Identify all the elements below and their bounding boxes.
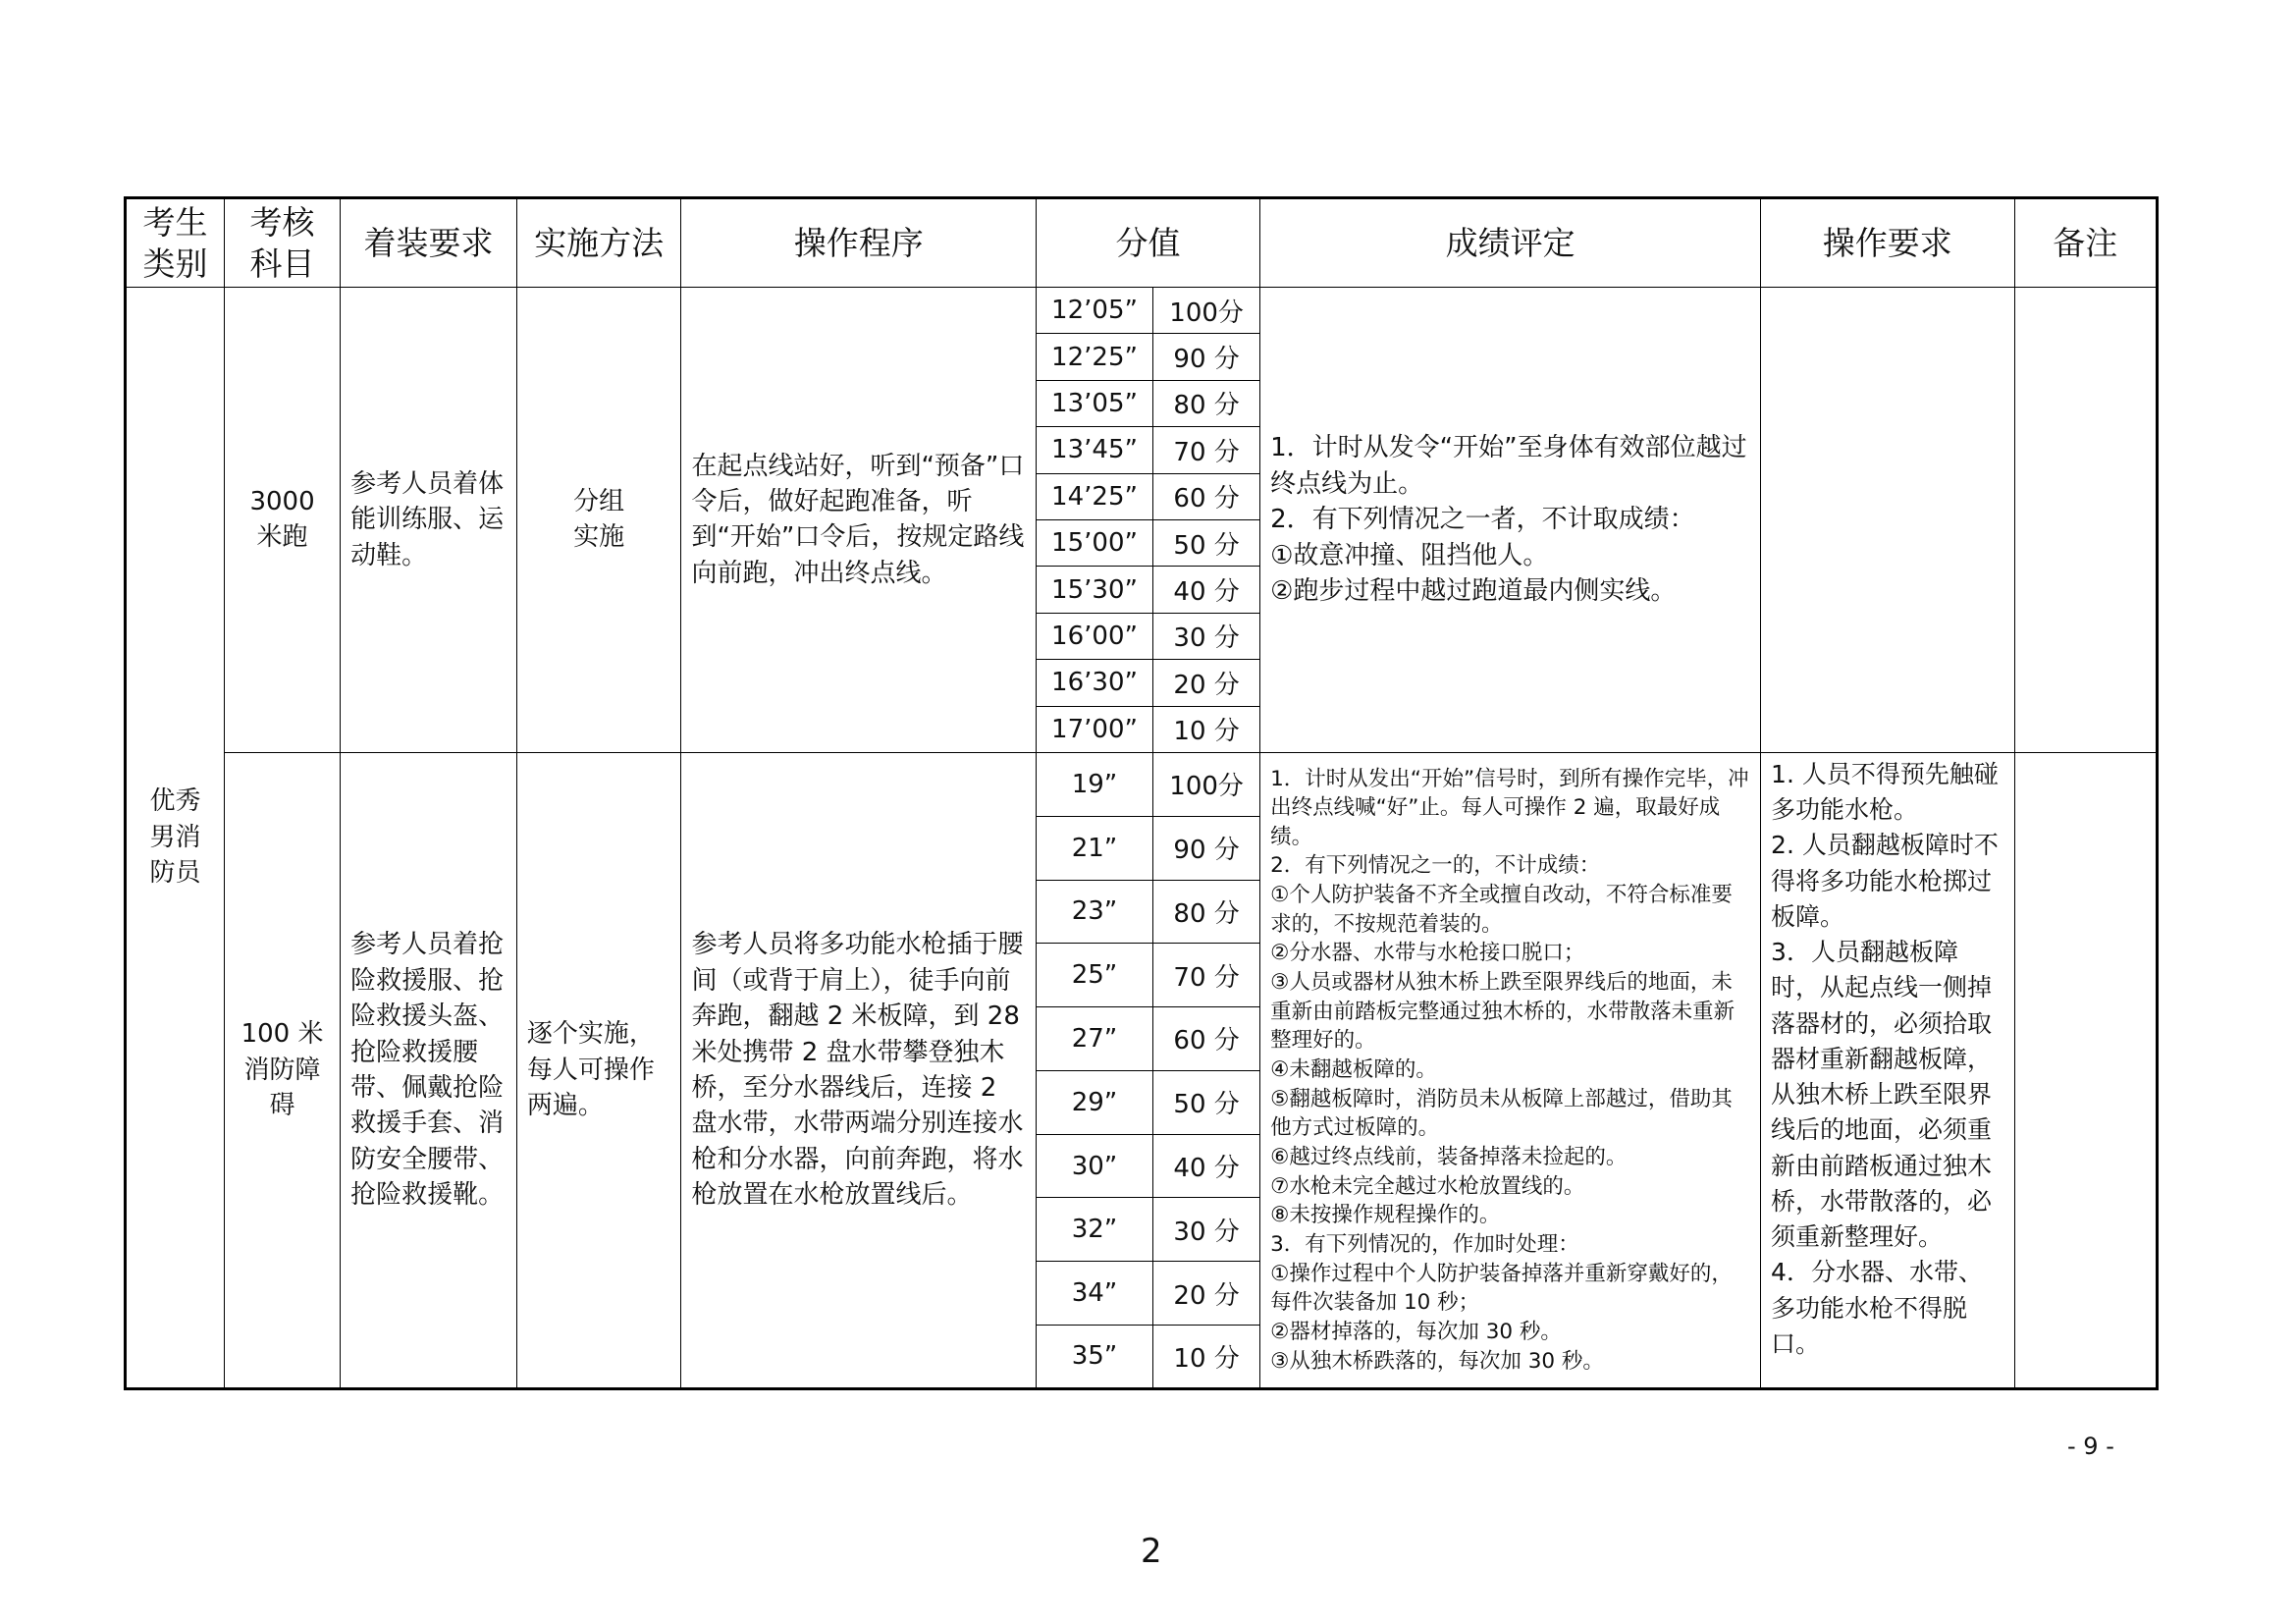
method-3000m-run: 分组 实施 (516, 288, 681, 753)
score-points: 70 分 (1153, 944, 1260, 1007)
score-time: 34” (1036, 1262, 1152, 1326)
score-time: 29” (1036, 1070, 1152, 1134)
header-remarks: 备注 (2014, 198, 2157, 288)
score-time: 19” (1036, 752, 1152, 816)
header-score: 分值 (1036, 198, 1259, 288)
procedure-3000m-run: 在起点线站好，听到“预备”口令后，做好起跑准备，听到“开始”口令后，按规定路线向前跑，冲出终点线。 (681, 288, 1036, 753)
score-points: 10 分 (1153, 1326, 1260, 1389)
header-method: 实施方法 (516, 198, 681, 288)
dress-100m-obstacle: 参考人员着抢险救援服、抢险救援头盔、抢险救援腰带、佩戴抢险救援手套、消防安全腰带、抢险救援靴。 (341, 752, 517, 1388)
score-points: 40 分 (1153, 1134, 1260, 1198)
score-time: 27” (1036, 1007, 1152, 1071)
score-time: 12’05” (1036, 288, 1152, 334)
score-points: 10 分 (1153, 706, 1260, 752)
score-time: 21” (1036, 816, 1152, 880)
evaluation-100m-obstacle: 1．计时从发出“开始”信号时，到所有操作完毕，冲出终点线喊“好”止。每人可操作 2 遍，取最好成绩。 2．有下列情况之一的，不计成绩： ①个人防护装备不齐全或擅自改动，不符合标准要求的，不按规范着装的。 ②分水器、水带与水枪接口脱口； ③人员或器材从独木桥上跌至限界线后的地面，未重新由前踏板完整通过独木桥的，水带散落未重新整理好的。 ④未翻越板障的。 ⑤翻越板障时，消防员未从板障上部越过，借助其他方式过板障的。 ⑥越过终点线前，装备掉落未捡起的。 ⑦水枪未完全越过水枪放置线的。 ⑧未按操作规程操作的。 3．有下列情况的，作加时处理： ①操作过程中个人防护装备掉落并重新穿戴好的，每件次装备加 10 秒； ②器材掉落的，每次加 30 秒。 ③从独木桥跌落的，每次加 30 秒。 (1260, 752, 1761, 1388)
header-category: 考生 类别 (126, 198, 225, 288)
score-points: 100分 (1153, 288, 1260, 334)
remarks-3000m-run (2014, 288, 2157, 753)
requirements-100m-obstacle: 1. 人员不得预先触碰多功能水枪。 2. 人员翻越板障时不得将多功能水枪掷过板障。 3．人员翻越板障时，从起点线一侧掉落器材的，必须拾取器材重新翻越板障，从独木桥上跌至限界线后的地面，必须重新由前踏板通过独木桥，水带散落的，必须重新整理好。 4．分水器、水带、多功能水枪不得脱口。 (1761, 752, 2014, 1388)
subject-3000m-run: 3000 米跑 (224, 288, 340, 753)
score-points: 90 分 (1153, 816, 1260, 880)
score-time: 15’00” (1036, 519, 1152, 566)
score-points: 90 分 (1153, 334, 1260, 380)
page-number: 2 (1141, 1532, 1162, 1571)
score-time: 32” (1036, 1198, 1152, 1262)
score-time: 16’00” (1036, 613, 1152, 659)
score-time: 30” (1036, 1134, 1152, 1198)
header-procedure: 操作程序 (681, 198, 1036, 288)
score-points: 50 分 (1153, 519, 1260, 566)
dress-3000m-run: 参考人员着体能训练服、运动鞋。 (341, 288, 517, 753)
header-evaluation: 成绩评定 (1260, 198, 1761, 288)
score-time: 35” (1036, 1326, 1152, 1389)
score-points: 40 分 (1153, 567, 1260, 613)
score-points: 50 分 (1153, 1070, 1260, 1134)
header-requirements: 操作要求 (1761, 198, 2014, 288)
score-points: 20 分 (1153, 1262, 1260, 1326)
header-row (126, 198, 2158, 288)
score-points: 60 分 (1153, 1007, 1260, 1071)
evaluation-3000m-run: 1．计时从发令“开始”至身体有效部位越过终点线为止。 2．有下列情况之一者，不计取成绩： ①故意冲撞、阻挡他人。 ②跑步过程中越过跑道最内侧实线。 (1260, 288, 1761, 753)
score-points: 100分 (1153, 752, 1260, 816)
score-time: 13’05” (1036, 380, 1152, 426)
requirements-3000m-run (1761, 288, 2014, 753)
score-points: 70 分 (1153, 427, 1260, 473)
score-time: 15’30” (1036, 567, 1152, 613)
score-time: 12’25” (1036, 334, 1152, 380)
score-time: 14’25” (1036, 473, 1152, 519)
remarks-100m-obstacle (2014, 752, 2157, 1388)
assessment-table (124, 196, 2159, 1390)
score-time: 16’30” (1036, 660, 1152, 706)
score-points: 80 分 (1153, 880, 1260, 944)
score-time: 17’00” (1036, 706, 1152, 752)
score-points: 30 分 (1153, 1198, 1260, 1262)
score-points: 20 分 (1153, 660, 1260, 706)
subject-100m-obstacle: 100 米 消防障 碍 (224, 752, 340, 1388)
score-points: 80 分 (1153, 380, 1260, 426)
method-100m-obstacle: 逐个实施，每人可操作两遍。 (516, 752, 681, 1388)
procedure-100m-obstacle: 参考人员将多功能水枪插于腰间（或背于肩上），徒手向前奔跑，翻越 2 米板障，到 28 米处携带 2 盘水带攀登独木桥，至分水器线后，连接 2 盘水带，水带两端分别连接水枪和分水器，向前奔跑，将水枪放置在水枪放置线后。 (681, 752, 1036, 1388)
score-points: 60 分 (1153, 473, 1260, 519)
table-row (126, 752, 2158, 816)
score-time: 23” (1036, 880, 1152, 944)
category-cell: 优秀 男消 防员 (126, 288, 225, 1389)
header-subject: 考核 科目 (224, 198, 340, 288)
score-time: 13’45” (1036, 427, 1152, 473)
score-points: 30 分 (1153, 613, 1260, 659)
score-time: 25” (1036, 944, 1152, 1007)
header-dress: 着装要求 (341, 198, 517, 288)
table-row (126, 288, 2158, 334)
page-label: - 9 - (2067, 1433, 2114, 1460)
